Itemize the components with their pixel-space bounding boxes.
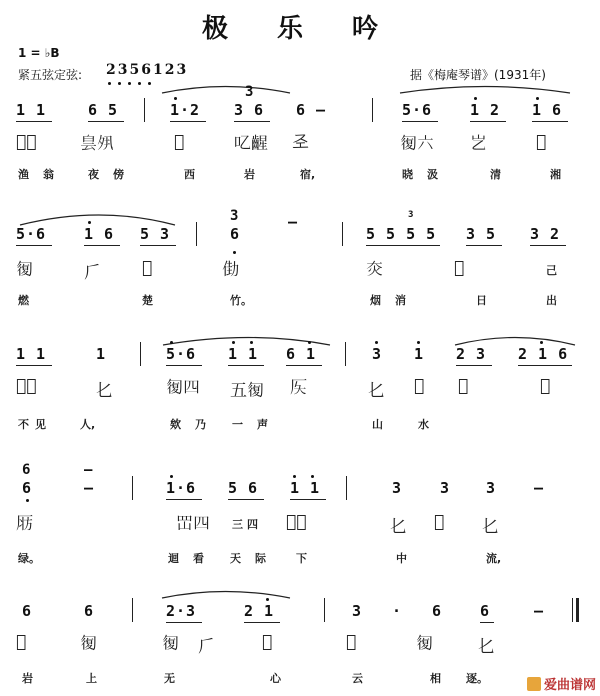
lyric: 楚 [142, 294, 153, 307]
note: 3 6 [234, 101, 265, 119]
qin-tablature: 𦬒 [346, 632, 357, 652]
note: 1 1 [16, 101, 47, 119]
qin-tablature: 𤽏 [536, 132, 547, 152]
lyric: 水 [418, 418, 429, 431]
note: — [84, 479, 95, 497]
qin-tablature: 己 [546, 264, 557, 277]
upper-note: 6 [22, 462, 31, 478]
note: 6 — [296, 101, 327, 119]
qin-tablature: 𠣾 [16, 260, 33, 280]
lyric: 绿。 [18, 552, 40, 565]
qin-tablature: 𦬒 [142, 258, 153, 278]
qin-tablature: 𤆍 [366, 260, 383, 280]
qin-tablature: 五𠣾 [230, 381, 264, 401]
qin-tablature: 𠨮 [290, 378, 307, 398]
lyric: 流, [486, 552, 502, 565]
qin-tablature: 𣃞 [16, 514, 33, 534]
watermark-text: 爱曲谱网 [543, 678, 596, 693]
lyric: 清 [490, 168, 501, 181]
note: 6 [432, 602, 443, 620]
qin-tablature: 𠤎 [96, 381, 113, 401]
lyric: 人, [80, 418, 96, 431]
note: 3 [440, 479, 451, 497]
lyric: 宿, [300, 168, 316, 181]
note: 1 2 [470, 101, 501, 119]
lyric: 欸乃 [170, 418, 220, 431]
qin-tablature: 𠂆 [198, 637, 215, 657]
lyric: 天际 [230, 552, 280, 565]
note: 2 3 [456, 345, 487, 363]
note: 5·6 [402, 101, 433, 119]
note: — [534, 479, 545, 497]
note: 3 [486, 479, 497, 497]
upper-note: 3 [245, 84, 254, 100]
qin-tablature: 𦬒 [454, 258, 465, 278]
lyric: 下 [296, 552, 307, 565]
lyric: 云 [352, 672, 363, 685]
note: 5 6 [228, 479, 259, 497]
qin-tablature: 𦬒 [414, 376, 425, 396]
qin-tablature: 𠤎 [368, 381, 385, 401]
qin-tablature: 𦬒 [540, 376, 551, 396]
lyric: 燃 [18, 294, 29, 307]
qin-tablature: 𡶩四 [176, 514, 210, 534]
upper-note: 3 [230, 208, 239, 224]
lyric: 竹。 [230, 294, 252, 307]
qin-tablature: 三四 [232, 518, 262, 531]
score-title: 极 乐 吟 [201, 14, 399, 44]
lyric: 不见 [18, 418, 52, 431]
watermark-logo-icon [527, 677, 541, 691]
note: 1 [96, 345, 107, 363]
lyric: 岩 [244, 168, 255, 181]
note: 5·6 [166, 345, 197, 363]
lyric: 晓汲 [402, 168, 452, 181]
note: 2 1 [244, 602, 275, 620]
lyric: 西 [184, 168, 195, 181]
note: 6 1 [286, 345, 317, 363]
qin-tablature: 𡴯 [470, 134, 487, 154]
note: — [288, 213, 299, 231]
note: 1 1 [290, 479, 321, 497]
qin-tablature: 𦬒 [16, 632, 27, 652]
qin-tablature: 𠤎 [390, 517, 407, 537]
qin-tablature: 𠤎 [482, 517, 499, 537]
note: 6 [480, 602, 491, 620]
upper-note: — [84, 462, 93, 478]
note: · [392, 602, 403, 620]
lyric: 夜傍 [88, 168, 138, 181]
qin-tablature: 𠂆 [84, 263, 101, 283]
note: 1 6 [84, 225, 115, 243]
qin-tablature: 𢀖 [292, 132, 309, 152]
lyric: 迴看 [168, 552, 218, 565]
lyric: 逐。 [466, 672, 488, 685]
note: 2·3 [166, 602, 197, 620]
note: 3 [372, 345, 383, 363]
qin-tablature: 𤽎𡖊 [80, 134, 114, 154]
lyric: 无 [164, 672, 175, 685]
qin-tablature: 𠣾 [162, 634, 179, 654]
site-watermark [527, 674, 596, 693]
note: 1 1 [228, 345, 259, 363]
lyric: 湘 [550, 168, 561, 181]
note: — [534, 602, 545, 620]
triplet-mark: 3 [408, 210, 414, 220]
qin-tablature: 𠣾四 [166, 378, 200, 398]
qin-tablature: 𦬒 [262, 632, 273, 652]
note: 1·6 [166, 479, 197, 497]
note: 6 [84, 602, 95, 620]
note: 1·2 [170, 101, 201, 119]
note: 5 3 [140, 225, 171, 243]
source-note: 据《梅庵琴谱》(1931年) [410, 68, 546, 82]
qin-tablature: 𠣾 [80, 634, 97, 654]
note: 3 [352, 602, 363, 620]
note: 5·6 [16, 225, 47, 243]
lyric: 一声 [232, 418, 282, 431]
lyric: 上 [86, 672, 97, 685]
qin-tablature: 𦬒 [174, 132, 185, 152]
qin-tablature: 𡧂𫝀 [286, 512, 307, 532]
key-signature: 1 = ♭B [18, 46, 60, 60]
note: 3 [392, 479, 403, 497]
lyric: 相 [430, 672, 441, 685]
note: 6 [22, 602, 33, 620]
lyric: 岩 [22, 672, 33, 685]
qin-tablature: 𠮙𫠛 [234, 134, 268, 154]
qin-tablature: 𡧂𫝀 [16, 376, 37, 396]
lyric: 出 [546, 294, 557, 307]
lyric: 烟消 [370, 294, 420, 307]
qin-tablature: 𠣾六 [400, 134, 434, 154]
qin-tablature: 𠤎 [478, 637, 495, 657]
qin-tablature: 𠡬 [222, 260, 239, 280]
tuning-notes: 2356123 [106, 62, 189, 78]
note: 2 1 6 [518, 345, 569, 363]
note: 1 6 [532, 101, 563, 119]
note: 1 [414, 345, 425, 363]
qin-tablature: 𦬒 [458, 376, 469, 396]
qin-tablature: 𦬒 [434, 512, 445, 532]
qin-tablature: 𡧂𫝀 [16, 132, 37, 152]
note: 6 [230, 225, 241, 243]
note: 3 2 [530, 225, 561, 243]
note: 6 5 [88, 101, 119, 119]
note: 5 5 5 5 [366, 225, 437, 243]
lyric: 渔翁 [18, 168, 68, 181]
note: 3 5 [466, 225, 497, 243]
tuning-label: 紧五弦定弦: [18, 68, 83, 82]
lyric: 中 [396, 552, 407, 565]
lyric: 山 [372, 418, 383, 431]
note: 1 1 [16, 345, 47, 363]
lyric: 心 [270, 672, 281, 685]
qin-tablature: 𠣾 [416, 634, 433, 654]
lyric: 日 [476, 294, 487, 307]
note: 6 [22, 479, 33, 497]
